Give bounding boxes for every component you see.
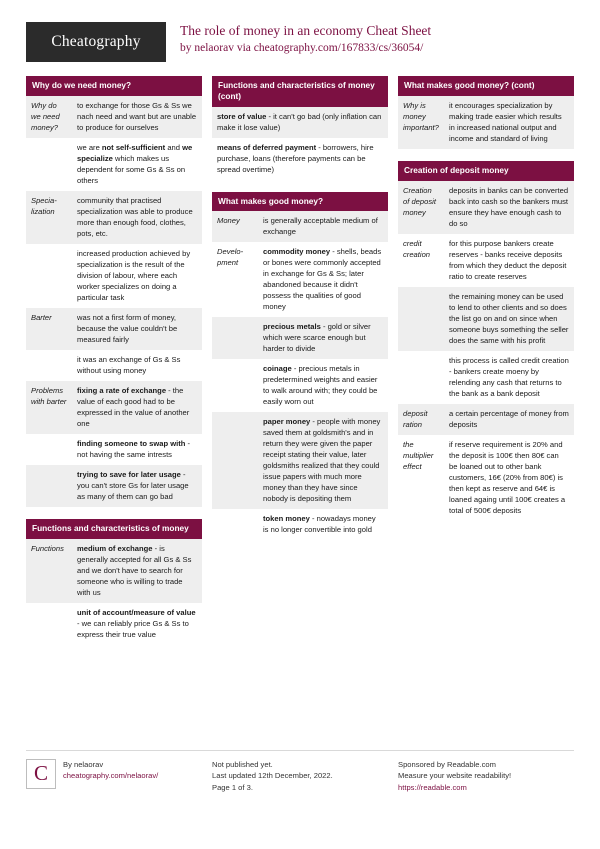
page-byline bbox=[180, 41, 431, 57]
table-row bbox=[398, 435, 574, 521]
row-term bbox=[398, 287, 444, 351]
row-term: Functions bbox=[26, 539, 72, 603]
row-text: we are not self-sufficient and we specialize which makes us dependent for some Gs & Ss on others bbox=[72, 138, 202, 191]
row-text: this process is called credit creation - bankers create moeny by relending any cash that returns to the bank as a bank deposit bbox=[444, 351, 574, 404]
column-1 bbox=[26, 76, 202, 657]
card-table bbox=[212, 107, 388, 180]
row-text: trying to save for later usage - you can't store Gs for later usage as many of them can go bad bbox=[72, 465, 202, 507]
row-text: store of value - it can't go bad (only inflation can make it lose value) bbox=[212, 107, 388, 138]
row-term bbox=[26, 434, 72, 465]
row-text: it encourages specialization by making trade easier which results in increased national output and income and standard of living bbox=[444, 96, 574, 149]
column-3 bbox=[398, 76, 574, 533]
row-term bbox=[26, 244, 72, 308]
row-text: means of deferred payment - borrowers, hire purchase, loans (therefore payments can be spread overtime) bbox=[212, 138, 388, 180]
row-term: Why do we need money? bbox=[26, 96, 72, 138]
table-row bbox=[26, 138, 202, 191]
page-title: The role of money in an economy Cheat Sheet bbox=[180, 23, 432, 38]
page-header bbox=[26, 22, 574, 62]
row-text: unit of account/measure of value - we can reliably price Gs & Ss to express their true value bbox=[72, 603, 202, 645]
card-functions-and-characteristics-of-money-cont bbox=[212, 76, 388, 180]
footer-author-name: nelaorav bbox=[73, 759, 104, 769]
table-row bbox=[26, 465, 202, 507]
table-row bbox=[398, 234, 574, 287]
columns-container bbox=[26, 76, 574, 657]
table-row bbox=[26, 96, 202, 138]
footer-author-link[interactable]: cheatography.com/nelaorav/ bbox=[63, 771, 159, 781]
row-term bbox=[26, 350, 72, 381]
table-row bbox=[212, 359, 388, 412]
cheatography-mark-icon: C bbox=[26, 759, 56, 789]
row-text: increased production achieved by specialization is the result of the division of labour, where each worker specializes on doing a particular task bbox=[72, 244, 202, 308]
card-table bbox=[398, 96, 574, 149]
footer-byline bbox=[63, 759, 158, 770]
card-creation-of-deposit-money bbox=[398, 161, 574, 521]
row-term: credit creation bbox=[398, 234, 444, 287]
card-heading: What makes good money? (cont) bbox=[398, 76, 574, 96]
title-block bbox=[180, 22, 431, 56]
card-heading: Functions and characteristics of money bbox=[26, 519, 202, 539]
table-row bbox=[212, 107, 388, 138]
table-row bbox=[26, 350, 202, 381]
row-term: Creation of deposit money bbox=[398, 181, 444, 234]
row-term: Why is money important? bbox=[398, 96, 444, 149]
row-term bbox=[26, 138, 72, 191]
row-term: the multiplier effect bbox=[398, 435, 444, 521]
sponsor-prefix: Sponsored by bbox=[398, 759, 447, 769]
footer-by-label: By bbox=[63, 759, 74, 769]
row-text: was not a first form of money, because the value couldn't be measured fairly bbox=[72, 308, 202, 350]
row-term: Problems with barter bbox=[26, 381, 72, 434]
cheatography-logo[interactable] bbox=[26, 22, 166, 62]
row-text: if reserve requirement is 20% and the deposit is 100€ then 80€ can be loaned out to other bank customers, 16€ (20% from 80€) is then kept as reserve and 64€ is loaned againg until 100€ creates a total of 500€ deposits bbox=[444, 435, 574, 521]
row-term bbox=[212, 412, 258, 509]
table-row bbox=[398, 287, 574, 351]
sponsor-tagline: Measure your website readability! bbox=[398, 771, 512, 781]
last-updated: Last updated 12th December, 2022. bbox=[212, 771, 333, 781]
row-term: Specialization bbox=[26, 191, 72, 244]
table-row bbox=[26, 244, 202, 308]
sponsor-line bbox=[398, 759, 574, 770]
row-text: it was an exchange of Gs & Ss without using money bbox=[72, 350, 202, 381]
sponsor-link[interactable]: https://readable.com bbox=[398, 782, 467, 792]
table-row bbox=[398, 181, 574, 234]
card-table bbox=[212, 211, 388, 540]
row-text: finding someone to swap with - not having the same intrests bbox=[72, 434, 202, 465]
row-text: the remaining money can be used to lend to other clients and so does the list go on and on since when someone buys something the seller does the same with his profit bbox=[444, 287, 574, 351]
table-row bbox=[212, 509, 388, 540]
table-row bbox=[212, 242, 388, 317]
row-text: to exchange for those Gs & Ss we nach need and want but are unable to produce for ourselves bbox=[72, 96, 202, 138]
row-term: Development bbox=[212, 242, 258, 317]
footer-author-block bbox=[26, 759, 202, 793]
card-functions-and-characteristics-of-money bbox=[26, 519, 202, 645]
card-what-makes-good-money bbox=[212, 192, 388, 541]
footer-publish-block bbox=[212, 759, 388, 793]
row-text: is generally acceptable medium of exchange bbox=[258, 211, 388, 242]
row-term bbox=[26, 465, 72, 507]
row-text: community that practised specialization was able to produce more than enough food, clothes, pots, etc. bbox=[72, 191, 202, 244]
row-text: a certain percentage of money from deposits bbox=[444, 404, 574, 435]
column-2 bbox=[212, 76, 388, 552]
author-link[interactable]: nelaorav bbox=[194, 41, 234, 54]
card-why-do-we-need-money bbox=[26, 76, 202, 507]
row-text: fixing a rate of exchange - the value of each good had to be expressed in the value of another one bbox=[72, 381, 202, 434]
row-text: for this purpose bankers create reserves - banks receive deposits from which they deduct the deposit ratio to create reserves bbox=[444, 234, 574, 287]
row-term: deposit ration bbox=[398, 404, 444, 435]
row-text: precious metals - gold or silver which were scarce enough but harder to divide bbox=[258, 317, 388, 359]
row-term: Barter bbox=[26, 308, 72, 350]
row-term bbox=[398, 351, 444, 404]
row-text: commodity money - shells, beads or bones were commonly accepted in exchange for Gs & Ss; later abandoned because it didn't possess the qualities of good money bbox=[258, 242, 388, 317]
table-row bbox=[212, 412, 388, 509]
row-term bbox=[26, 603, 72, 645]
table-row bbox=[26, 308, 202, 350]
card-table bbox=[26, 96, 202, 507]
table-row bbox=[26, 539, 202, 603]
byline-prefix: by bbox=[180, 41, 195, 54]
row-text: paper money - people with money saved them at goldsmith's and in return they were given the paper receipt stating their value, later goldsmiths realized that they could issue papers with much more money than they have since nobody is depositing them bbox=[258, 412, 388, 509]
row-term: Money bbox=[212, 211, 258, 242]
table-row bbox=[212, 317, 388, 359]
card-heading: Creation of deposit money bbox=[398, 161, 574, 181]
card-what-makes-good-money-cont bbox=[398, 76, 574, 149]
sponsor-name: Readable.com bbox=[446, 759, 496, 769]
table-row bbox=[212, 138, 388, 180]
table-row bbox=[26, 434, 202, 465]
card-heading: What makes good money? bbox=[212, 192, 388, 212]
row-text: medium of exchange - is generally accepted for all Gs & Ss and we don't have to search for someone who is willing to trade with us bbox=[72, 539, 202, 603]
footer-sponsor-block bbox=[398, 759, 574, 793]
table-row bbox=[398, 351, 574, 404]
source-url-link[interactable]: cheatography.com/167833/cs/36054/ bbox=[253, 41, 424, 54]
row-term bbox=[212, 359, 258, 412]
table-row bbox=[26, 191, 202, 244]
row-term bbox=[212, 509, 258, 540]
card-heading: Why do we need money? bbox=[26, 76, 202, 96]
table-row bbox=[26, 603, 202, 645]
publish-status: Not published yet. bbox=[212, 759, 273, 769]
table-row bbox=[26, 381, 202, 434]
table-row bbox=[398, 96, 574, 149]
byline-middle: via bbox=[233, 41, 254, 54]
table-row bbox=[212, 211, 388, 242]
row-text: deposits in banks can be converted back into cash so the bankers must ensure they have enough cash to do so bbox=[444, 181, 574, 234]
row-text: coinage - precious metals in predetermined weights and easier to walk around with; they could be easily worn out bbox=[258, 359, 388, 412]
row-text: token money - nowadays money is no longer convertible into gold bbox=[258, 509, 388, 540]
card-table bbox=[398, 181, 574, 521]
table-row bbox=[398, 404, 574, 435]
card-heading: Functions and characteristics of money (cont) bbox=[212, 76, 388, 107]
card-table bbox=[26, 539, 202, 645]
logo-text: Cheatography bbox=[51, 33, 141, 50]
page-number: Page 1 of 3. bbox=[212, 782, 253, 792]
row-term bbox=[212, 317, 258, 359]
page-footer bbox=[26, 750, 574, 793]
